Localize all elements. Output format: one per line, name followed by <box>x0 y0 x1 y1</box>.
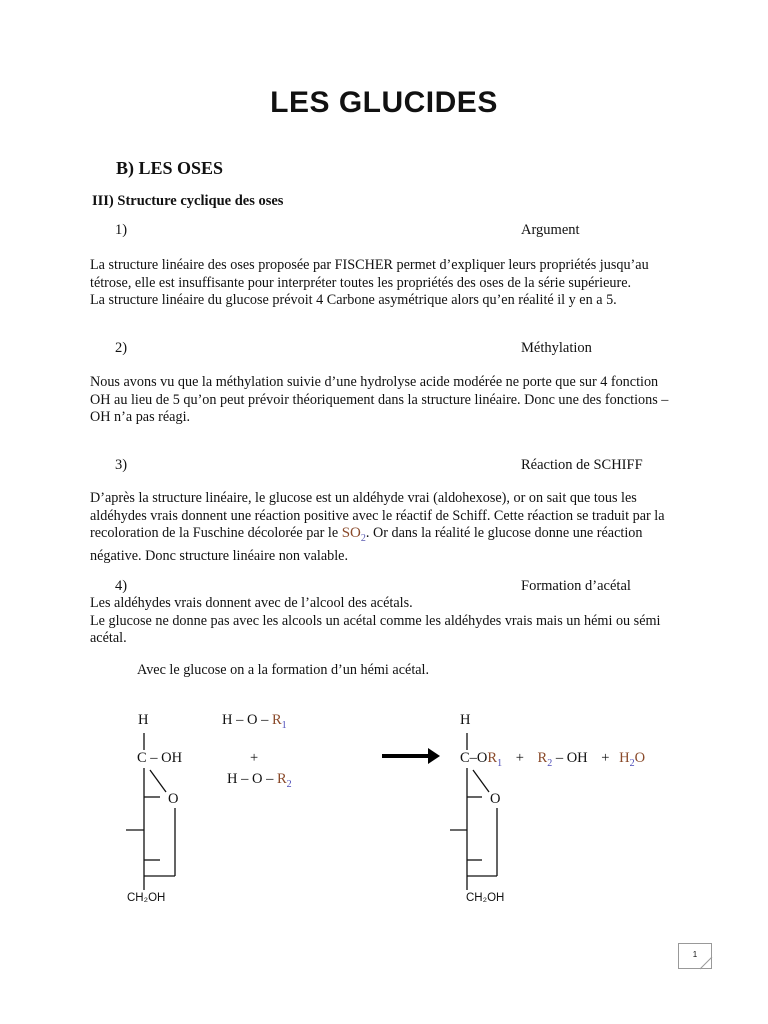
r2-group <box>276 771 292 790</box>
item-1-label: Argument <box>521 222 580 238</box>
page-number: 1 <box>692 950 698 959</box>
right-r1-subscript: 1 <box>497 757 503 769</box>
text-before-formula: D’après la structure linéaire, le glucose est un aldéhyde vrai (aldohexose), or on sait que tous les aldéhydes vrais donnent une réaction positive avec le réactif de Schiff. Cette réaction se traduit par la recoloration de la Fuschine décolorée par le <box>90 490 665 541</box>
right-c-o: C–O <box>460 750 488 766</box>
right-hydrogen: H <box>460 712 471 728</box>
text-after-formula: . Or dans la réalité le glucose donne une réaction négative. Donc structure linéaire non valable. <box>90 525 643 564</box>
paragraph: La structure linéaire du glucose prévoit 4 Carbone asymétrique alors qu’en réalité il y en a 5. <box>90 292 617 308</box>
item-2-label: Méthylation <box>521 340 592 356</box>
r1-subscript: 1 <box>281 719 287 731</box>
formula-subscript: 2 <box>360 533 366 544</box>
page-title: LES GLUCIDES <box>270 86 498 119</box>
left-ring-oxygen: O <box>168 791 179 807</box>
item-1-number: 1) <box>115 222 128 238</box>
item-3-label: Réaction de SCHIFF <box>521 457 643 473</box>
right-r1-letter: R <box>487 750 498 766</box>
right-ch2oh: CH₂OH <box>466 892 505 904</box>
reagent-plus: + <box>250 750 259 766</box>
section-heading: B) LES OSES <box>116 158 224 178</box>
r2-subscript: 2 <box>286 778 292 790</box>
right-ring-diagonal <box>473 770 489 792</box>
r1-group <box>271 712 287 731</box>
reaction-arrow-head <box>428 748 440 764</box>
item-4-label: Formation d’acétal <box>521 578 631 594</box>
item-4-indented-text: Avec le glucose on a la formation d’un hémi acétal. <box>137 662 430 678</box>
reagent-1-text: H – O – <box>222 712 272 728</box>
item-2-number: 2) <box>115 340 128 356</box>
paragraph: Les aldéhydes vrais donnent avec de l’alcool des acétals. <box>90 595 413 611</box>
formula-main: SO <box>341 525 361 541</box>
left-ring-diagonal <box>150 770 166 792</box>
paragraph: La structure linéaire des oses proposée par FISCHER permet d’expliquer leurs propriétés jusqu’au tétrose, elle est insuffisante pour interpréter toutes les propriétés des oses de la série supérieure. <box>90 257 649 291</box>
left-ch2oh: CH₂OH <box>127 892 166 904</box>
product-r2-group <box>537 750 553 769</box>
page-number-box <box>678 943 712 969</box>
water-o: O <box>634 750 646 766</box>
paragraph: Le glucose ne donne pas avec les alcools un acétal comme les aldéhydes vrais mais un hémi ou sémi acétal. <box>90 612 661 646</box>
item-3-number: 3) <box>115 457 128 473</box>
left-hydrogen: H <box>138 712 149 728</box>
left-c-oh: C – OH <box>137 750 183 766</box>
right-r1-group <box>487 750 503 769</box>
product-r2-letter: R <box>537 750 548 766</box>
product-plus-1: + <box>515 750 524 766</box>
reagent-1 <box>222 712 287 731</box>
r1-letter: R <box>271 712 282 728</box>
r2-letter: R <box>276 771 287 787</box>
water-subscript: 2 <box>629 757 635 769</box>
subsection-heading: III) Structure cyclique des oses <box>92 193 284 209</box>
item-4-number: 4) <box>115 578 128 594</box>
water-h: H <box>619 750 630 766</box>
paragraph: Nous avons vu que la méthylation suivie d’une hydrolyse acide modérée ne porte que sur 4 fonction OH au lieu de 5 qu’on peut prévoir théoriquement dans la structure linéaire. Donc une des fonctions –OH n’a pas réagi. <box>90 374 669 425</box>
water-formula <box>619 750 646 769</box>
product-r2-subscript: 2 <box>547 757 553 769</box>
product-plus-2: + <box>601 750 610 766</box>
product-oh: – OH <box>552 750 588 766</box>
reagent-2-text: H – O – <box>227 771 277 787</box>
right-ring-oxygen: O <box>490 791 501 807</box>
right-product-line <box>460 750 645 769</box>
reagent-2 <box>227 771 292 790</box>
